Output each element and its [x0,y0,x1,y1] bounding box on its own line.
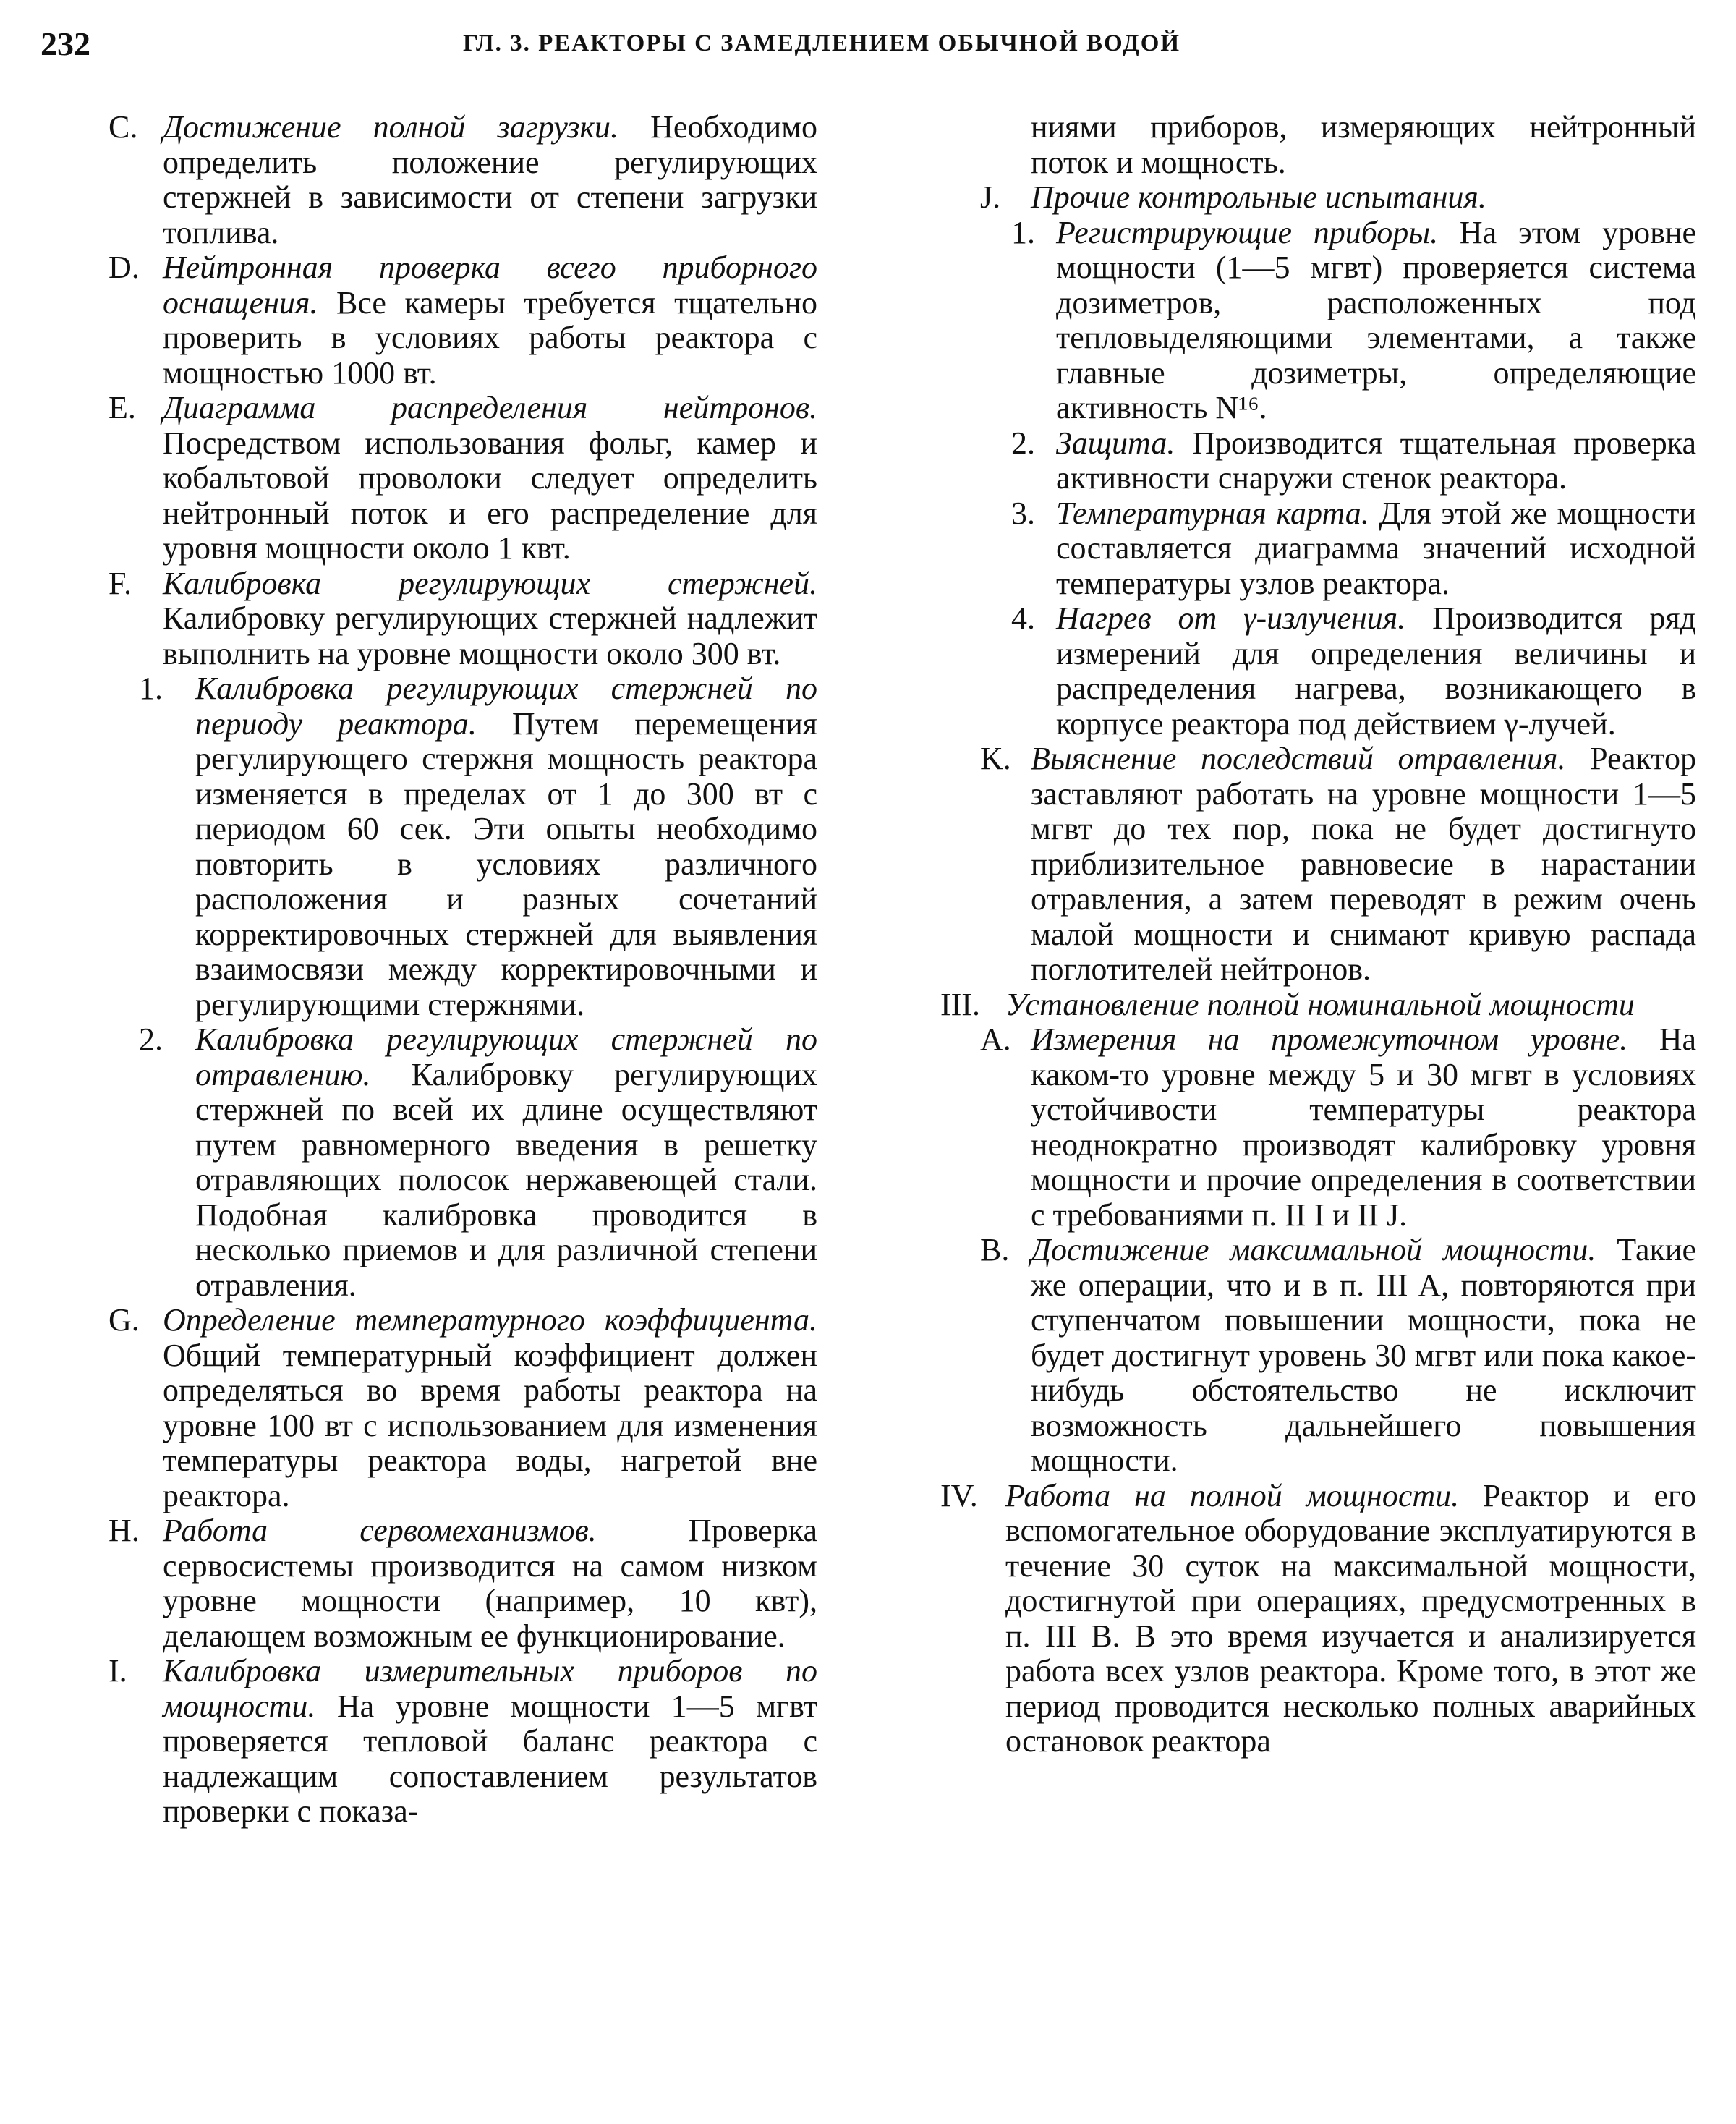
item-heading: Достижение полной загрузки. [163,109,619,145]
section-iii [940,987,1696,1023]
item-body: Производится тщательная проверка активности снаружи стенок реактора. [1056,425,1696,496]
item-marker: H. [109,1513,140,1548]
item-marker: G. [109,1302,140,1338]
item-heading: Нагрев от γ-излучения. [1056,600,1406,636]
item-marker: C. [109,109,138,145]
item-heading: Калибровка регулирующих стержней. [163,565,817,601]
item-heading: Калибровка регулирующих стержней по периоду реактора. [195,671,817,742]
item-heading: Калибровка регулирующих стержней по отравлению. [195,1021,817,1092]
item-marker: IV. [940,1477,978,1513]
item-marker: 1. [139,671,163,706]
item-heading: Работа сервомеханизмов. [163,1513,597,1548]
item-marker: 2. [1011,425,1035,461]
item-body: На этом уровне мощности (1—5 мгвт) проверяется система дозиметров, расположенных под тепловыделяющими элементами, а также главные дозиметры, определяющие активность N¹⁶. [1056,214,1696,425]
item-body: Реактор заставляют работать на уровне мощности 1—5 мгвт до тех пор, пока не будет достигнуто приблизительное равновесие в нарастании отравления, а затем переводят в режим очень малой мощности и снимают кривую распада поглотителей нейтронов. [1031,741,1697,987]
item-heading: Диаграмма распределения нейтронов. [163,390,817,425]
item-body: Проверка сервосистемы производится на самом низком уровне мощности (например, 10 квт), делающем возможным ее функционирование. [163,1513,817,1654]
item-g [109,1303,817,1513]
item-marker: D. [109,250,140,285]
item-h [109,1513,817,1654]
item-heading: Температурная карта. [1056,495,1369,531]
item-body: Калибровку регулирующих стержней по всей их длине осуществляют путем равномерного введения в решетку отравляющих полосок нержавеющей стали. Подобная калибровка проводится в несколько приемов и для различной степени отравления. [195,1056,817,1303]
item-e [109,391,817,566]
item-marker: 4. [1011,600,1035,636]
item-j3 [940,496,1696,602]
item-heading: Работа на полной мощности. [1005,1477,1460,1513]
item-body: Путем перемещения регулирующего стержня мощность реактора изменяется в пределах от 1 до 300 вт с периодом 60 сек. Эти опыты необходимо повторить в условиях различного расположения и разных сочетаний корректировочных стержней для выявления взаимосвязи между корректировочными и регулирующими стержнями. [195,705,817,1022]
item-body: Общий температурный коэффициент должен определяться во время работы реактора на уровне 100 вт с использованием для изменения температуры реактора воды, нагретой вне реактора. [163,1337,817,1513]
item-heading: Регистрирующие приборы. [1056,214,1439,250]
item-heading: Защита. [1056,425,1175,461]
item-d [109,250,817,391]
item-marker: B. [980,1232,1010,1267]
item-heading: Выяснение последствий отравления. [1031,741,1566,776]
item-marker: I. [109,1653,127,1688]
item-body: Реактор и его вспомогательное оборудование эксплуатируются в течение 30 суток на максимальной мощности, достигнутой при операциях, предусмотренных в п. III B. В это время изучается и анализируется работа всех узлов реактора. Кроме того, в этот же период проводится несколько полных аварийных остановок реактора [1005,1477,1696,1759]
item-heading: Калибровка измерительных приборов по мощности. [163,1653,817,1724]
item-i [109,1654,817,1830]
item-k [940,742,1696,987]
item-j4 [940,601,1696,742]
item-marker: 1. [1011,214,1035,250]
item-marker: F. [109,565,132,601]
running-title: ГЛ. 3. РЕАКТОРЫ С ЗАМЕДЛЕНИЕМ ОБЫЧНОЙ ВОДОЙ [463,30,1181,56]
item-body: На каком-то уровне между 5 и 30 мгвт в условиях устойчивости температуры реактора неоднократно производят калибровку уровня мощности и прочие определения в соответствии с требованиями п. II I и II J. [1031,1021,1696,1233]
item-heading: Достижение максимальной мощности. [1031,1232,1596,1267]
page-number: 232 [41,25,90,62]
item-f2 [109,1022,817,1303]
item-body: Необходимо определить положение регулирующих стержней в зависимости от степени загрузки топлива. [163,109,817,250]
left-column [109,110,817,1830]
item-iii-b [940,1233,1696,1479]
item-body: Посредством использования фольг, камер и кобальтовой проволоки следует определить нейтронный поток и его распределение для уровня мощности около 1 квт. [163,425,817,566]
item-body: Все камеры требуется тщательно проверить в условиях работы реактора с мощностью 1000 вт. [163,284,817,391]
item-marker: J. [980,179,1001,215]
continued-text: ниями приборов, измеряющих нейтронный поток и мощность. [1031,109,1696,180]
item-j2 [940,426,1696,496]
item-j [940,180,1696,216]
item-j1 [940,216,1696,426]
right-column [940,110,1696,1759]
item-body: Калибровку регулирующих стержней надлежит выполнить на уровне мощности около 300 вт. [163,600,817,671]
item-heading: Измерения на промежуточном уровне. [1031,1021,1628,1057]
item-marker: 3. [1011,495,1035,531]
item-marker: 2. [139,1021,163,1057]
item-heading: Установление полной номинальной мощности [1005,986,1635,1022]
item-f [109,566,817,672]
item-c [109,110,817,250]
item-body: На уровне мощности 1—5 мгвт проверяется тепловой баланс реактора с надлежащим сопоставлением результатов проверки с показа- [163,1688,817,1829]
item-marker: III. [940,986,980,1022]
item-heading: Прочие контрольные испытания. [1031,179,1486,215]
item-heading: Нейтронная проверка всего приборного оснащения. [163,250,817,320]
item-body: Для этой же мощности составляется диаграмма значений исходной температуры узлов реактора. [1056,495,1696,601]
item-body: Такие же операции, что и в п. III A, повторяются при ступенчатом повышении мощности, пока не будет достигнут уровень 30 мгвт или пока какое-нибудь обстоятельство не исключит возможность дальнейшего повышения мощности. [1031,1232,1697,1478]
item-body: Производится ряд измерений для определения величины и распределения нагрева, возникающего в корпусе реактора под действием γ-лучей. [1056,600,1696,742]
section-iv [940,1479,1696,1759]
item-heading: Определение температурного коэффициента. [163,1302,817,1338]
item-marker: A. [980,1021,1011,1057]
item-marker: E. [109,390,136,425]
item-marker: K. [980,741,1011,776]
item-f1 [109,671,817,1022]
item-iii-a [940,1022,1696,1233]
